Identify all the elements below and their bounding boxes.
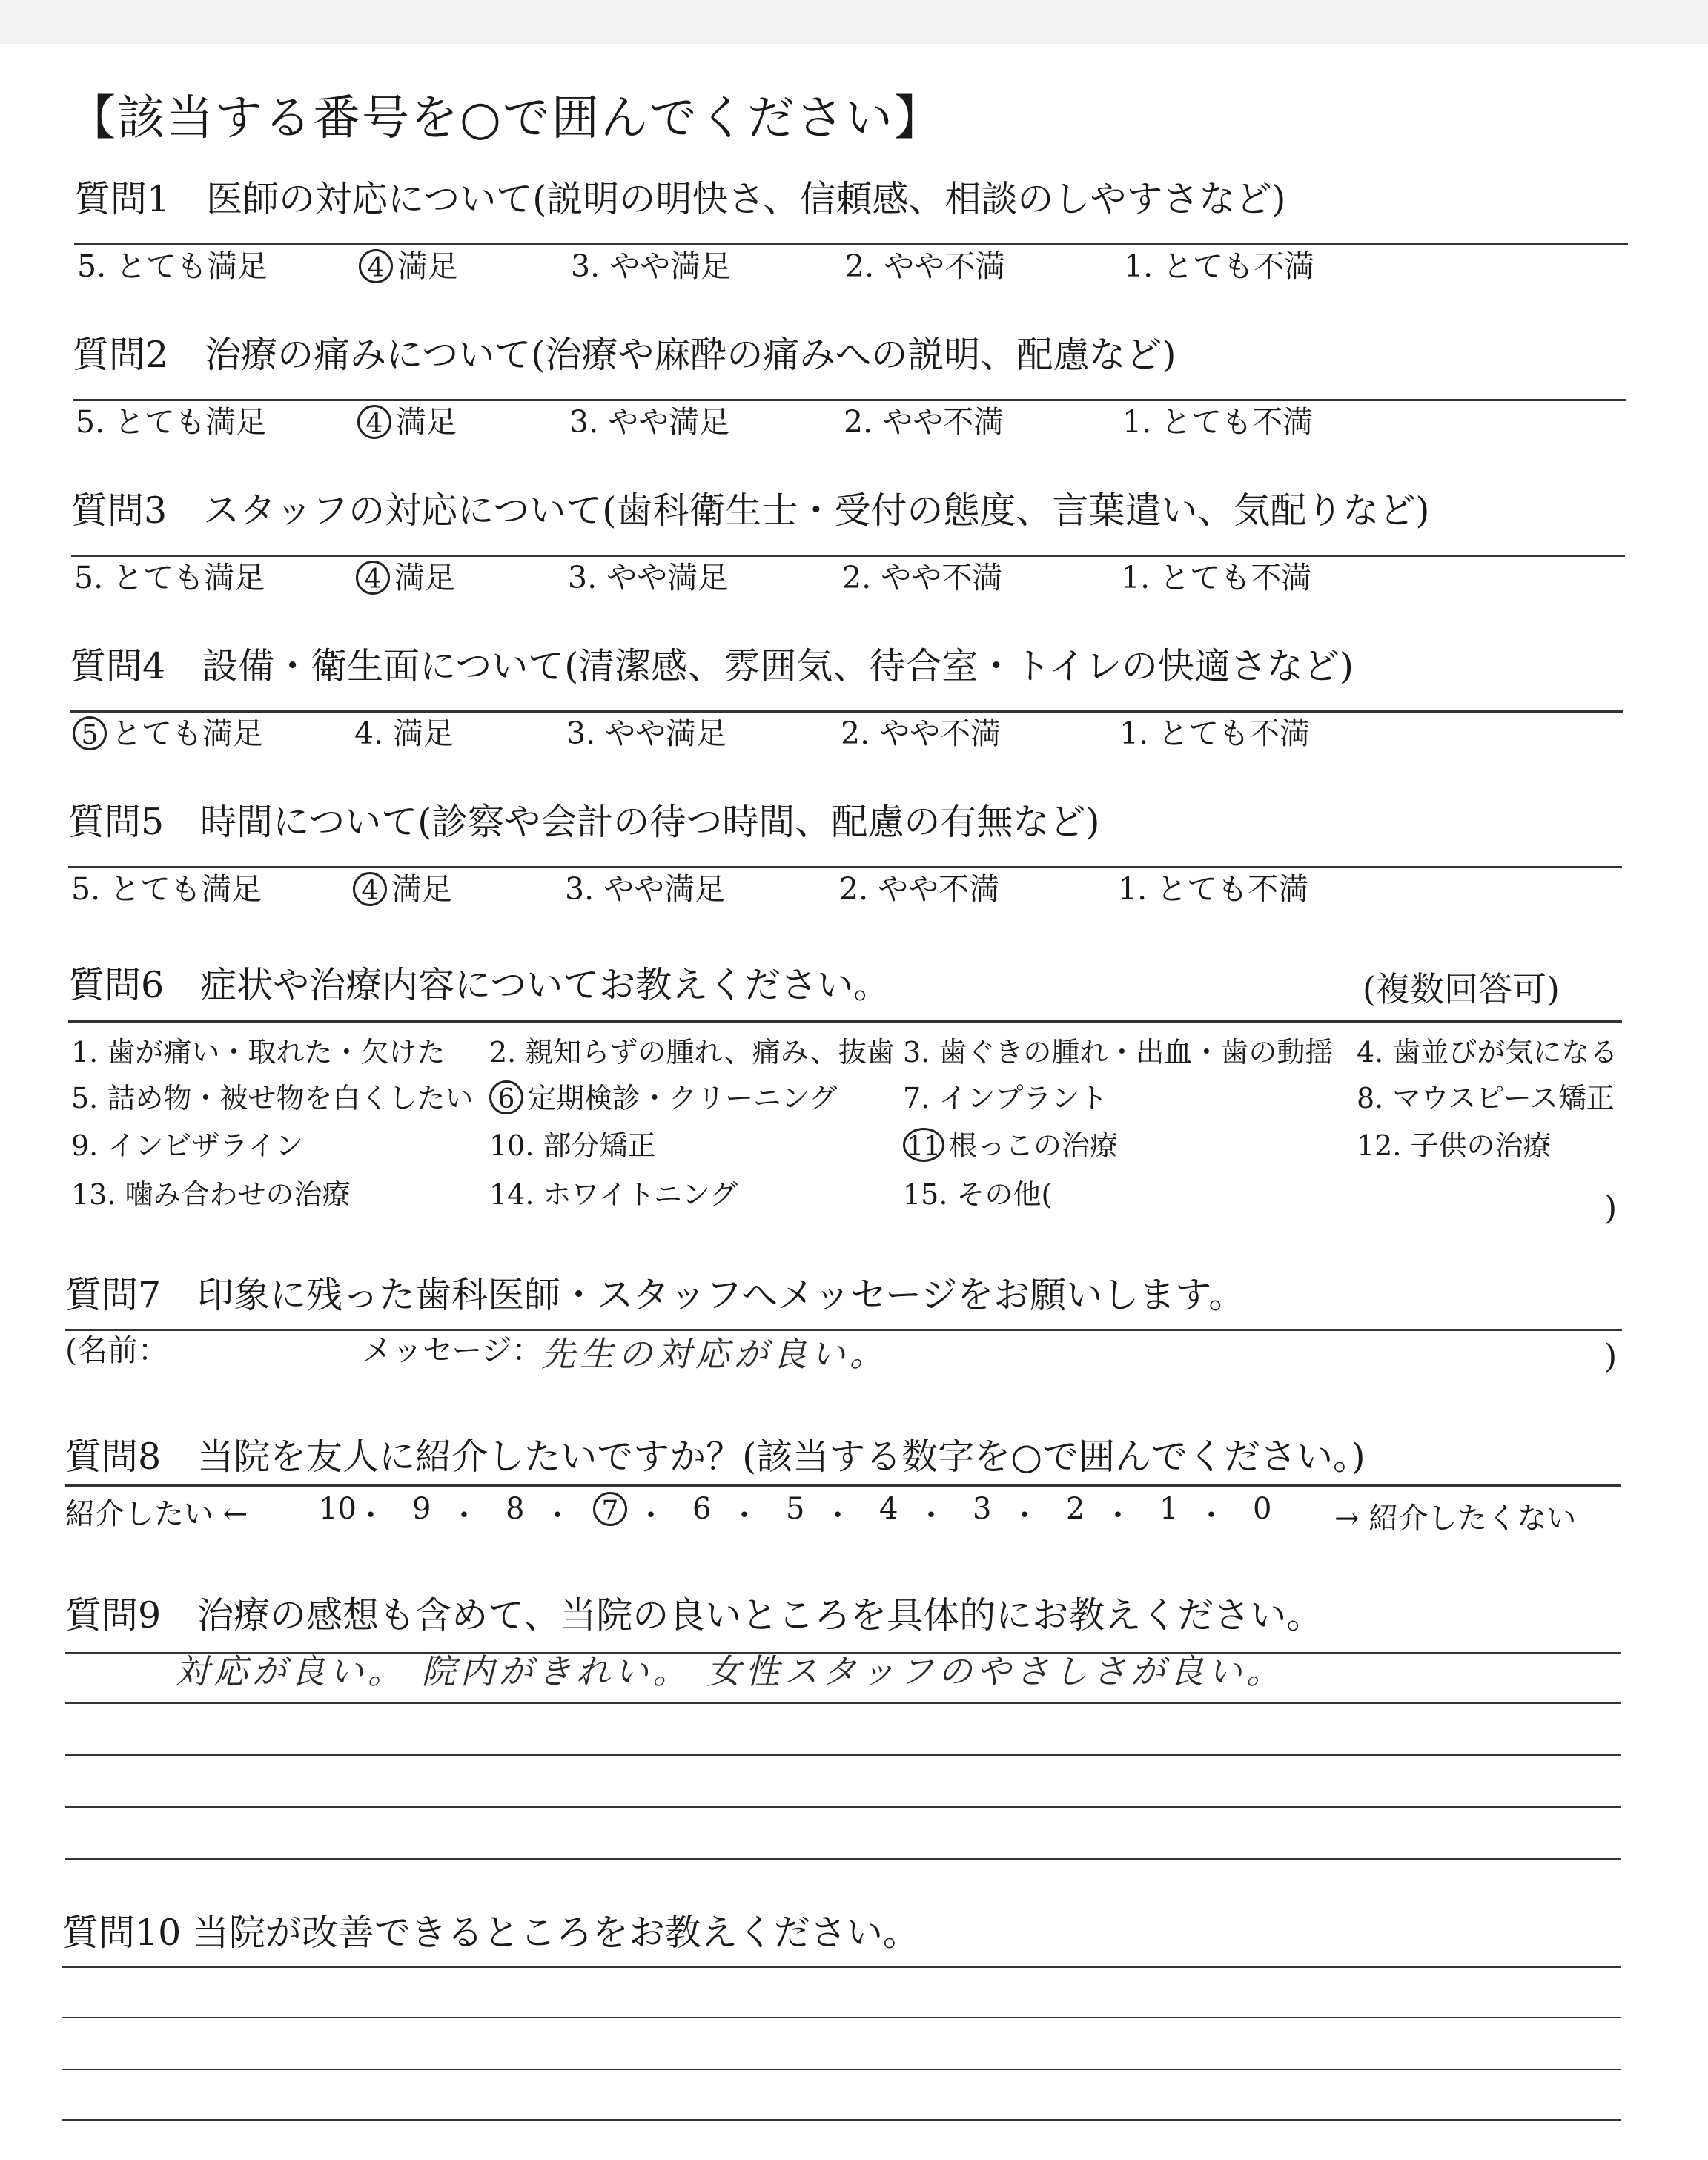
symptom-label: 13. 噛み合わせの治療	[71, 1178, 351, 1211]
q1-option[interactable]	[845, 242, 1005, 285]
question-4-title: 質問4 設備・衛生面について(清潔感、雰囲気、待合室・トイレの快適さなど)	[70, 645, 1354, 687]
q4-option[interactable]	[354, 709, 454, 753]
symptom-option[interactable]	[903, 1029, 1333, 1070]
option-label: 満足	[391, 871, 452, 907]
symptom-label: 4. 歯並びが気になる	[1357, 1036, 1618, 1069]
symptom-label: 5. 詰め物・被せ物を白くしたい	[71, 1082, 474, 1114]
symptom-option[interactable]	[489, 1123, 656, 1163]
circled-choice-mark: 4	[357, 405, 391, 439]
name-label: (名前：	[65, 1332, 168, 1368]
q5-option[interactable]	[1118, 865, 1308, 908]
option-label: 1. とても不満	[1118, 871, 1309, 907]
q4-option[interactable]	[1119, 709, 1310, 753]
q6-other-close-paren: )	[1604, 1189, 1618, 1227]
option-label: 1. とても不満	[1119, 716, 1311, 751]
scale-separator-dot: ・	[916, 1499, 946, 1533]
symptom-label: 15. その他(	[903, 1178, 1053, 1211]
recommend-score-5[interactable]: 5	[786, 1492, 805, 1526]
symptom-option[interactable]	[1357, 1029, 1618, 1070]
question-2-title: 質問2 治療の痛みについて(治療や麻酔の痛みへの説明、配慮など)	[73, 334, 1176, 376]
scale-separator-dot: ・	[823, 1499, 853, 1533]
recommend-score-7[interactable]	[599, 1492, 632, 1527]
option-label: 3. やや満足	[568, 560, 729, 595]
option-label: 3. やや満足	[569, 404, 730, 440]
symptom-label: 2. 親知らずの腫れ、痛み、抜歯	[489, 1036, 895, 1069]
q9-line-2	[65, 1702, 1621, 1704]
circled-choice-mark: 4	[353, 872, 387, 906]
circled-choice-mark: 4	[356, 561, 390, 595]
q1-option[interactable]	[77, 242, 268, 285]
question-3-title: 質問3 スタッフの対応について(歯科衛生士・受付の態度、言葉遣い、気配りなど)	[71, 489, 1430, 532]
recommend-score-6[interactable]: 6	[692, 1492, 712, 1526]
recommend-right-label: → 紹介したくない	[1334, 1502, 1577, 1536]
handwritten-good-points: 対応が良い。 院内がきれい。 女性スタッフのやさしさが良い。	[175, 1651, 1285, 1691]
option-label: 3. やや満足	[565, 871, 726, 907]
q4-option[interactable]	[841, 709, 1001, 753]
symptom-option[interactable]	[1357, 1123, 1552, 1163]
symptom-option[interactable]	[903, 1075, 1108, 1116]
option-label: 2. やや不満	[839, 871, 1000, 907]
message-label: メッセージ：	[362, 1332, 543, 1368]
question-6-rule	[68, 1020, 1622, 1023]
symptom-label: 10. 部分矯正	[489, 1129, 656, 1162]
recommend-score-1[interactable]: 1	[1159, 1492, 1179, 1526]
symptom-option[interactable]	[903, 1172, 1052, 1212]
scale-separator-dot: ・	[1103, 1499, 1133, 1533]
option-label: とても満足	[111, 716, 263, 751]
recommend-score-2[interactable]: 2	[1066, 1492, 1085, 1526]
question-1-title: 質問1 医師の対応について(説明の明快さ、信頼感、相談のしやすさなど)	[74, 178, 1286, 220]
option-label: 5. とても満足	[74, 560, 265, 595]
symptom-label: 定期検診・クリーニング	[528, 1082, 838, 1114]
q3-option[interactable]	[568, 553, 728, 597]
option-label: 5. とても満足	[77, 248, 268, 284]
scan-top-margin	[0, 0, 1708, 44]
circled-choice-mark: 6	[489, 1080, 523, 1114]
scale-separator-dot: ・	[729, 1499, 759, 1533]
q1-option[interactable]	[1124, 242, 1314, 285]
option-label: 2. やや不満	[841, 716, 1002, 751]
symptom-label: 8. マウスピース矯正	[1357, 1082, 1615, 1114]
scale-separator-dot: ・	[636, 1499, 666, 1533]
recommend-score-3[interactable]: 3	[973, 1492, 992, 1526]
q3-option[interactable]	[74, 553, 265, 597]
option-label: 3. やや満足	[571, 248, 732, 284]
option-label: 満足	[397, 248, 458, 284]
q5-option[interactable]	[565, 865, 725, 908]
option-label: 満足	[396, 404, 457, 440]
recommend-score-4[interactable]: 4	[879, 1492, 898, 1526]
symptom-option[interactable]	[489, 1172, 738, 1212]
recommend-score-9[interactable]: 9	[412, 1492, 431, 1526]
circled-choice-mark: 5	[73, 716, 107, 750]
option-label: 2. やや不満	[845, 248, 1006, 284]
q4-option[interactable]	[73, 709, 263, 753]
q3-option[interactable]	[1121, 553, 1311, 597]
option-label: 2. やや不満	[842, 560, 1003, 595]
option-label: 5. とても満足	[71, 871, 262, 907]
q2-option[interactable]	[357, 397, 457, 441]
symptom-label: 9. インビザライン	[71, 1129, 304, 1162]
symptom-option[interactable]	[71, 1075, 473, 1116]
q10-line-4	[62, 2119, 1621, 2121]
q9-line-5	[65, 1858, 1621, 1860]
q5-option[interactable]	[839, 865, 999, 908]
symptom-option[interactable]	[71, 1172, 351, 1212]
symptom-option[interactable]	[71, 1029, 445, 1070]
circled-choice-mark: 11	[903, 1128, 944, 1162]
q3-option[interactable]	[356, 553, 455, 597]
symptom-label: 14. ホワイトニング	[489, 1178, 738, 1211]
q1-option[interactable]	[359, 242, 458, 285]
q2-option[interactable]	[76, 397, 266, 441]
q2-option[interactable]	[1122, 397, 1313, 441]
q7-close-paren: )	[1604, 1338, 1618, 1375]
question-8-title: 質問8 当院を友人に紹介したいですか？(該当する数字を○で囲んでください。)	[65, 1436, 1366, 1478]
q4-option[interactable]	[566, 709, 726, 753]
handwritten-message: 先生の対応が良い。	[541, 1334, 888, 1374]
recommend-left-label: 紹介したい ←	[65, 1497, 248, 1531]
option-label: 1. とても不満	[1121, 560, 1312, 595]
question-6-title: 質問6 症状や治療内容についてお教えください。	[68, 964, 890, 1006]
q2-option[interactable]	[844, 397, 1004, 441]
symptom-option[interactable]	[903, 1123, 1118, 1163]
option-label: 満足	[394, 560, 455, 595]
scale-separator-dot: ・	[543, 1499, 572, 1533]
option-label: 1. とても不満	[1122, 404, 1314, 440]
question-5-title: 質問5 時間について(診察や会計の待つ時間、配慮の有無など)	[68, 801, 1100, 843]
recommend-score-8[interactable]: 8	[506, 1492, 525, 1526]
q2-option[interactable]	[569, 397, 729, 441]
question-8-rule	[65, 1484, 1621, 1487]
recommend-score-10[interactable]: 10	[319, 1492, 357, 1526]
scale-separator-dot: ・	[1196, 1499, 1226, 1533]
question-10-title: 質問10 当院が改善できるところをお教えください。	[62, 1912, 919, 1954]
symptom-option[interactable]	[1357, 1075, 1615, 1116]
q3-option[interactable]	[842, 553, 1002, 597]
option-label: 1. とても不満	[1124, 248, 1315, 284]
circled-choice-mark: 4	[359, 249, 393, 283]
option-label: 3. やや満足	[566, 716, 727, 751]
q5-option[interactable]	[71, 865, 262, 908]
symptom-option[interactable]	[489, 1075, 837, 1116]
option-label: 2. やや不満	[844, 404, 1004, 440]
symptom-label: 7. インプラント	[903, 1082, 1108, 1114]
scale-separator-dot: ・	[1010, 1499, 1039, 1533]
multiple-answers-note: (複数回答可)	[1363, 969, 1560, 1009]
recommend-score-0[interactable]: 0	[1253, 1492, 1272, 1526]
symptom-label: 3. 歯ぐきの腫れ・出血・歯の動揺	[903, 1036, 1334, 1069]
q10-line-2	[62, 2017, 1621, 2018]
option-label: 5. とても満足	[76, 404, 267, 440]
symptom-label: 12. 子供の治療	[1357, 1129, 1552, 1162]
question-9-title: 質問9 治療の感想も含めて、当院の良いところを具体的にお教えください。	[65, 1594, 1323, 1636]
question-7-title: 質問7 印象に残った歯科医師・スタッフへメッセージをお願いします。	[65, 1274, 1245, 1316]
scale-separator-dot: ・	[449, 1499, 479, 1533]
option-label: 4. 満足	[354, 716, 454, 751]
symptom-label: 1. 歯が痛い・取れた・欠けた	[71, 1036, 446, 1069]
symptom-option[interactable]	[489, 1029, 895, 1070]
q5-option[interactable]	[353, 865, 452, 908]
circled-choice-mark: 7	[593, 1492, 627, 1526]
scale-separator-dot: ・	[356, 1499, 385, 1533]
symptom-label: 根っこの治療	[949, 1129, 1119, 1162]
q10-line-1	[62, 1966, 1621, 1968]
q1-option[interactable]	[571, 242, 731, 285]
q9-line-4	[65, 1806, 1621, 1808]
q10-line-3	[62, 2069, 1621, 2070]
symptom-option[interactable]	[71, 1123, 303, 1163]
form-instruction-title: 【該当する番号を○で囲んでください】	[68, 91, 943, 146]
q9-line-3	[65, 1754, 1621, 1756]
